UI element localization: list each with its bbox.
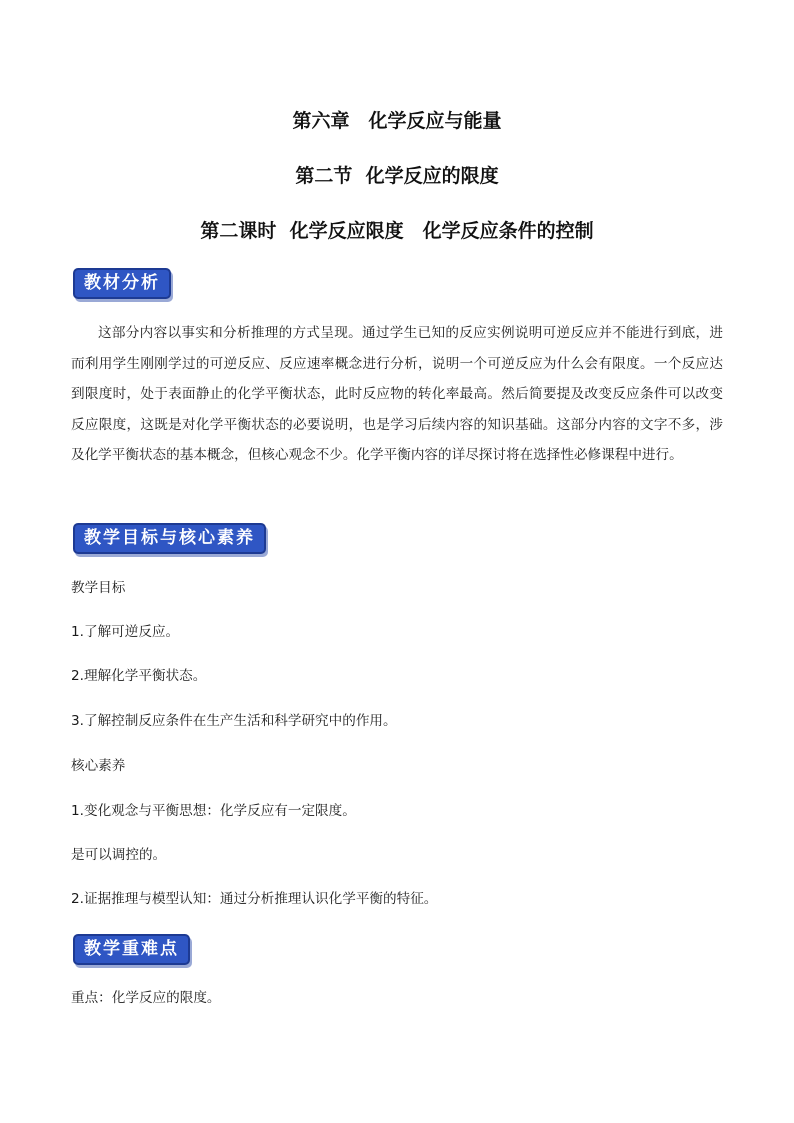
section-title: 第二节 化学反应的限度: [295, 165, 499, 187]
goal-item-3: 3.了解控制反应条件在生产生活和科学研究中的作用。: [71, 713, 397, 729]
goal-item-1: 1.了解可逆反应。: [71, 624, 180, 640]
keypoints-section-badge: 教学重难点: [73, 934, 190, 965]
literacy-item-1-continued: 是可以调控的。: [71, 847, 167, 863]
analysis-paragraph: 这部分内容以事实和分析推理的方式呈现。通过学生已知的反应实例说明可逆反应并不能进行到底，进而利用学生刚刚学过的可逆反应、反应速率概念进行分析，说明一个可逆反应为什么会有限度。一个反应达到限度时，处于表面静止的化学平衡状态，此时反应物的转化率最高。然后简要提及改变反应条件可以改变反应限度，这既是对化学平衡状态的必要说明，也是学习后续内容的知识基础。这部分内容的文字不多，涉及化学平衡状态的基本概念，但核心观念不少。化学平衡内容的详尽探讨将在选择性必修课程中进行。: [71, 325, 723, 463]
objectives-section-badge: 教学目标与核心素养: [73, 523, 266, 554]
literacy-item-1: 1.变化观念与平衡思想：化学反应有一定限度。: [71, 803, 356, 819]
lesson-title: 第二课时 化学反应限度 化学反应条件的控制: [200, 220, 594, 242]
literacy-heading: 核心素养: [71, 758, 126, 774]
goals-heading: 教学目标: [71, 580, 126, 596]
key-point: 重点：化学反应的限度。: [71, 990, 221, 1006]
literacy-item-2: 2.证据推理与模型认知：通过分析推理认识化学平衡的特征。: [71, 891, 438, 907]
goal-item-2: 2.理解化学平衡状态。: [71, 668, 207, 684]
analysis-section-badge: 教材分析: [73, 268, 171, 299]
chapter-title: 第六章 化学反应与能量: [292, 110, 502, 132]
